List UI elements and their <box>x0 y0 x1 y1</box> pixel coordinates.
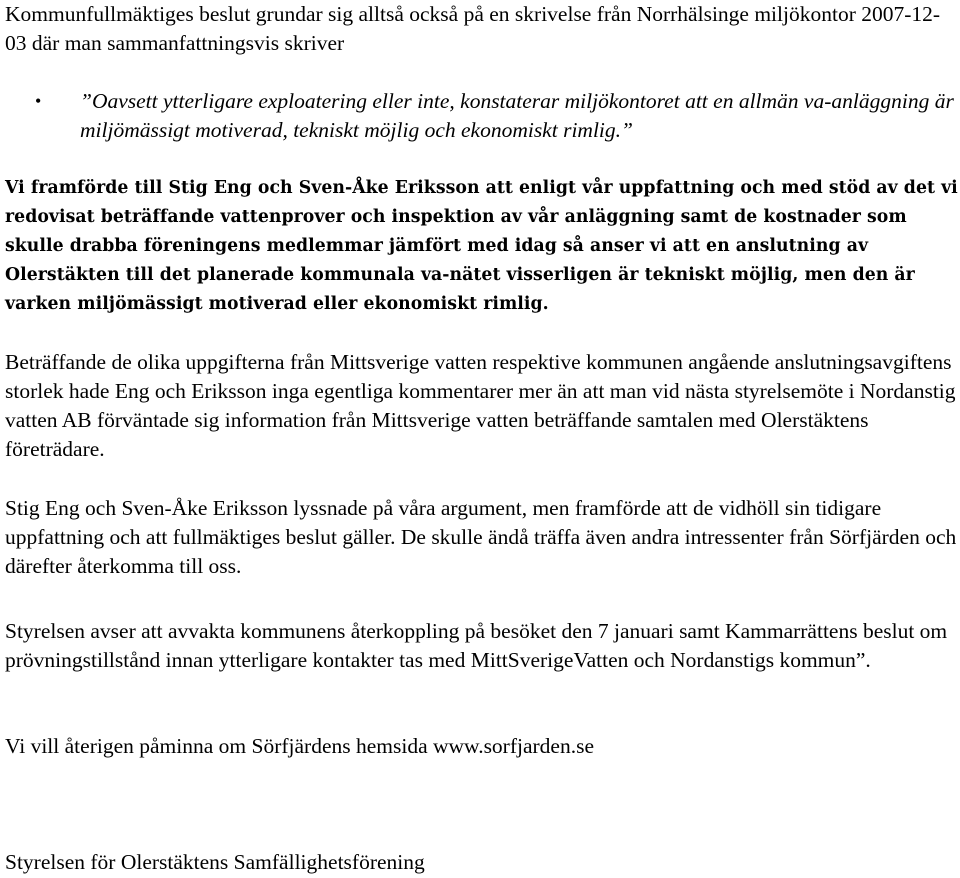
bold-paragraph: Vi framförde till Stig Eng och Sven-Åke Eriksson att enligt vår uppfattning och med stöd av det vi redovisat beträffande vattenprover och inspektion av vår anläggning samt de kostnader som skulle drabba föreningens medlemmar jämfört med idag så anser vi att en anslutning av Olerstäkten till det planerade kommunala va-nätet visserligen är tekniskt möjlig, men den är varken miljömässigt motiverad eller ekonomiskt rimlig. <box>5 178 958 314</box>
quote-list <box>5 87 959 145</box>
quote-item: ”Oavsett ytterligare exploatering eller inte, konstaterar miljökontoret att en allmän va-anläggning är miljömässigt motiverad, tekniskt möjlig och ekonomiskt rimlig.” <box>80 89 954 142</box>
response-paragraph: Stig Eng och Sven-Åke Eriksson lyssnade på våra argument, men framförde att de vidhöll sin tidigare uppfattning och att fullmäktiges beslut gäller. De skulle ändå träffa även andra intressenter från Sörfjärden och därefter återkomma till oss. <box>5 496 957 578</box>
regarding-paragraph: Beträffande de olika uppgifterna från Mittsverige vatten respektive kommunen angående anslutningsavgiftens storlek hade Eng och Eriksson inga egentliga kommentarer mer än att man vid nästa styrelsemöte i Nordanstig vatten AB förväntade sig information från Mittsverige vatten beträffande samtalen med Olerstäktens företrädare. <box>5 350 956 461</box>
reminder-paragraph: Vi vill återigen påminna om Sörfjärdens hemsida www.sorfjarden.se <box>5 734 595 758</box>
bullet-icon: • <box>35 91 42 111</box>
board-paragraph: Styrelsen avser att avvakta kommunens återkoppling på besöket den 7 januari samt Kammarrättens beslut om prövningstillstånd innan ytterligare kontakter tas med MittSverigeVatten och Nordanstigs kommun”. <box>5 619 948 672</box>
signature-line: Styrelsen för Olerstäktens Samfällighetsförening <box>5 850 425 874</box>
intro-paragraph: Kommunfullmäktiges beslut grundar sig alltså också på en skrivelse från Norrhälsinge miljökontor 2007-12-03 där man sammanfattningsvis skriver <box>5 2 941 55</box>
